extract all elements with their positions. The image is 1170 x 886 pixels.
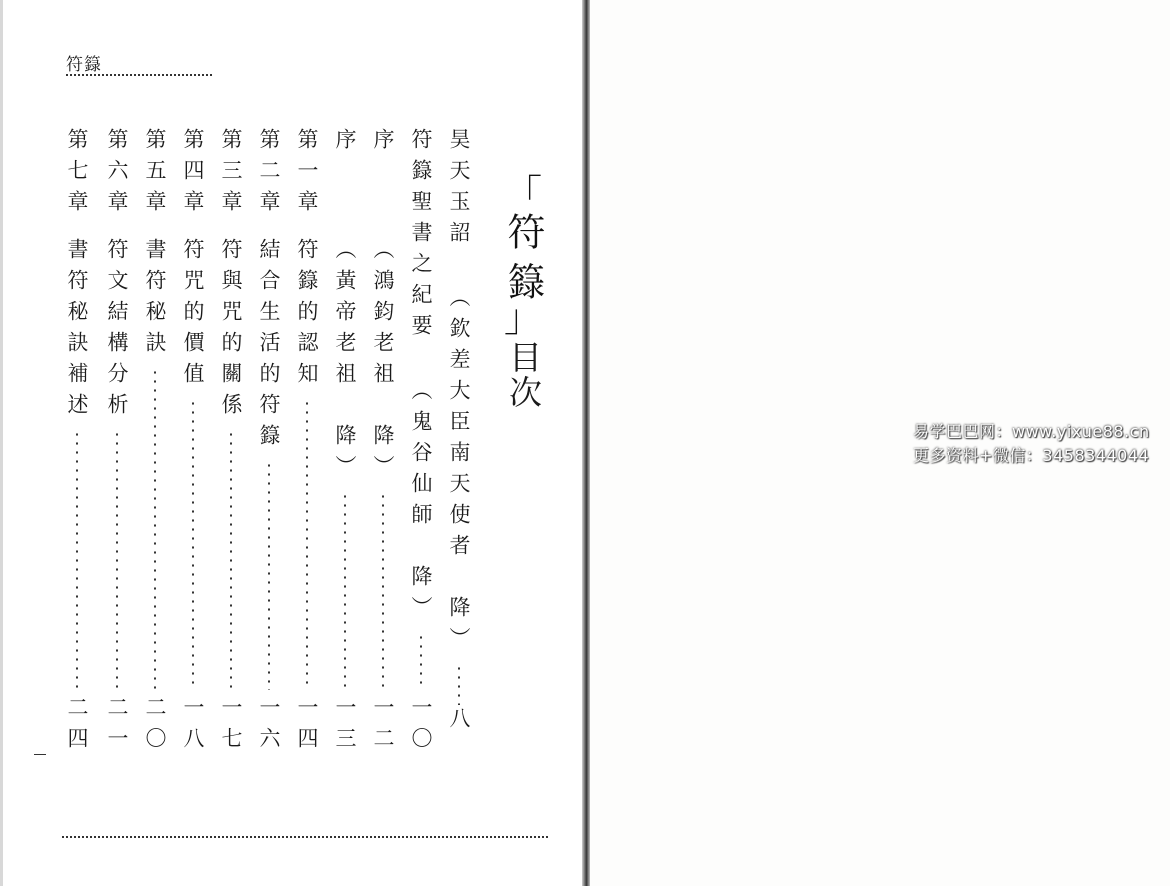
entry-page: 二〇 — [143, 696, 167, 758]
entry-title: 符籙聖書之紀要 （鬼谷仙師 降） — [409, 128, 433, 627]
title-quote-close: 」 — [503, 296, 542, 341]
entry-page: 一八 — [181, 696, 205, 758]
entry-title: （黃帝老祖 降） — [333, 238, 357, 486]
dot-leader — [382, 492, 384, 690]
entry-page: 二一 — [105, 696, 129, 758]
title-text: 符 籙 — [501, 212, 545, 301]
entry-title: 結合生活的符籙 — [257, 238, 281, 455]
page-mark — [34, 754, 46, 755]
entry-title: 書符秘訣 — [143, 238, 167, 362]
entry-page: 一四 — [295, 696, 319, 758]
bottom-rule — [62, 836, 548, 838]
entry-chapter: 第七章 — [65, 128, 89, 221]
entry-page: 一七 — [219, 696, 243, 758]
entry-title: 符籙的認知 — [295, 238, 319, 393]
entry-page: 一三 — [333, 696, 357, 758]
dot-leader — [420, 633, 422, 690]
dot-leader — [116, 430, 118, 690]
toc-entry[interactable] — [216, 128, 246, 758]
entry-title: （鴻鈞老祖 降） — [371, 238, 395, 486]
toc-entry[interactable] — [140, 128, 170, 758]
dot-leader — [458, 664, 460, 705]
dot-leader — [306, 399, 308, 690]
entry-title: 符與咒的關係 — [219, 238, 243, 424]
toc-entry[interactable] — [330, 128, 360, 758]
toc-entry[interactable] — [178, 128, 208, 758]
entry-page: 八 — [447, 707, 471, 738]
entry-chapter: 第二章 — [257, 128, 281, 221]
entry-page: 一六 — [257, 696, 281, 758]
toc-entry[interactable] — [102, 128, 132, 758]
title-quote-open: 「 — [503, 172, 542, 216]
entry-page: 二四 — [65, 696, 89, 758]
toc-heading: 目次 — [504, 340, 543, 411]
watermark — [913, 420, 1163, 468]
entry-page: 一二 — [371, 696, 395, 758]
toc-entry[interactable] — [62, 128, 92, 758]
page-edge — [0, 0, 3, 886]
left-page — [0, 0, 582, 886]
dot-leader — [76, 430, 78, 690]
dot-leader — [192, 399, 194, 690]
running-head-text: 符籙 — [66, 55, 102, 75]
book-spine — [582, 0, 590, 886]
entry-title: 昊天玉詔 （欽差大臣南天使者 降） — [447, 128, 471, 658]
toc-entry[interactable] — [406, 128, 436, 758]
toc-title — [500, 172, 546, 411]
entry-chapter: 第一章 — [295, 128, 319, 221]
watermark-line: 更多资料+微信：3458344044 — [913, 446, 1150, 465]
dot-leader — [230, 430, 232, 690]
dot-leader — [344, 492, 346, 690]
dot-leader — [154, 368, 156, 690]
entry-chapter: 序 — [371, 128, 395, 159]
entry-chapter: 第五章 — [143, 128, 167, 221]
entry-title: 符咒的價值 — [181, 238, 205, 393]
toc-entry[interactable] — [368, 128, 398, 758]
entry-title: 符文結構分析 — [105, 238, 129, 424]
dot-leader — [268, 461, 270, 690]
entry-page: 一〇 — [409, 696, 433, 758]
entry-title: 書符秘訣補述 — [65, 238, 89, 424]
running-head — [66, 50, 212, 76]
entry-chapter: 序 — [333, 128, 357, 159]
entry-chapter: 第三章 — [219, 128, 243, 221]
toc-entry[interactable] — [444, 128, 474, 738]
watermark-line: 易学巴巴网：www.yixue88.cn — [913, 422, 1150, 441]
entry-chapter: 第六章 — [105, 128, 129, 221]
toc-entry[interactable] — [254, 128, 284, 758]
toc-entry[interactable] — [292, 128, 322, 758]
entry-chapter: 第四章 — [181, 128, 205, 221]
